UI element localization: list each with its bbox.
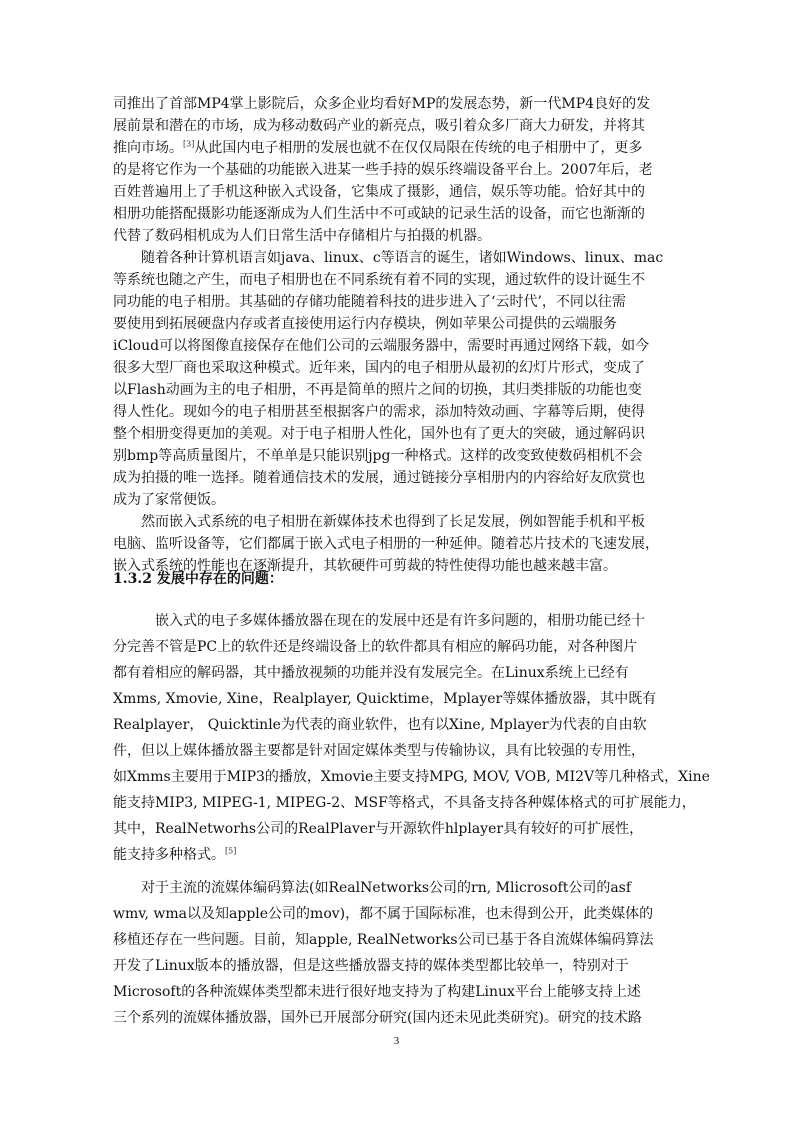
text-line: 能支持MIP3, MIPEG-1, MIPEG-2、MSF等格式，不具备支持各种媒体格式的可扩展能力， (113, 795, 696, 811)
text-line: 得人性化。现如今的电子相册甚至根据客户的需求，添加特效动画、字幕等后期，使得 (113, 404, 645, 420)
text-line (113, 137, 713, 159)
text-line: 百姓普遍用上了手机这种嵌入式设备，它集成了摄影，通信，娱乐等功能。恰好其中的 (113, 184, 645, 200)
text-line: 要使用到拓展硬盘内存或者直接使用运行内存模块，例如苹果公司提供的云端服务 (113, 316, 617, 332)
text-segment: 从此国内电子相册的发展也就不在仅仅局限在传统的电子相册中了，更多 (194, 140, 643, 156)
text-line: Realplayer， Quicktinle为代表的商业软件，也有以Xine, Mplayer为代表的自由软 (113, 717, 647, 733)
text-segment: 能支持多种格式。 (113, 847, 225, 863)
text-line (113, 842, 713, 868)
text-line: 分完善不管是PC上的软件还是终端设备上的软件都具有相应的解码功能，对各种图片 (113, 639, 638, 655)
text-line: 以Flash动画为主的电子相册，不再是简单的照片之间的切换，其归类排版的功能也变 (113, 382, 642, 398)
text-line: 代替了数码相机成为人们日常生活中存储相片与拍摄的机器。 (113, 228, 491, 244)
text-line: 其中，RealNetworhs公司的RealPlaver与开源软件hlplayer具有较好的可扩展性， (113, 821, 644, 837)
text-line: 成为了家常便饭。 (113, 492, 225, 508)
text-line: 对于主流的流媒体编码算法(如RealNetworks公司的rn, Mlicrosoft公司的asf (141, 880, 632, 896)
text-line: 嵌入式的电子多媒体播放器在现在的发展中还是有许多问题的，相册功能已经十 (155, 613, 645, 629)
text-line: Xmms, Xmovie, Xine，Realplayer, Quicktime，Mplayer等媒体播放器，其中既有 (113, 691, 657, 707)
text-line: 随着各种计算机语言如java、linux、c等语言的诞生，诸如Windows、linux、mac (141, 250, 664, 266)
text-line: 的是将它作为一个基础的功能嵌入进某一些手持的娱乐终端设备平台上。2007年后，老 (113, 162, 653, 178)
text-line: 然而嵌入式系统的电子相册在新媒体技术也得到了长足发展，例如智能手机和平板 (141, 514, 645, 530)
page-number: 3 (393, 1035, 400, 1047)
citation-ref: [5] (225, 846, 237, 856)
text-line: 如Xmms主要用于MIP3的播放，Xmovie主要支持MPG, MOV, VOB, MI2V等几种格式，Xine (113, 769, 710, 785)
section-heading: 1.3.2 发展中存在的问题： (113, 571, 283, 587)
text-line: 等系统也随之产生，而电子相册也在不同系统有着不同的实现，通过软件的设计诞生不 (113, 272, 645, 288)
text-line: 件，但以上媒体播放器主要都是针对固定媒体类型与传输协议，具有比较强的专用性， (113, 743, 645, 759)
text-line: 三个系列的流媒体播放器，国外已开展部分研究(国内还未见此类研究)。研究的技术路 (113, 1010, 642, 1026)
text-line: 同功能的电子相册。其基础的存储功能随着科技的进步进入了‘云时代’，不同以往需 (113, 294, 626, 310)
text-line: 整个相册变得更加的美观。对于电子相册人性化，国外也有了更大的突破，通过解码识 (113, 426, 645, 442)
text-line: 展前景和潜在的市场，成为移动数码产业的新亮点，吸引着众多厂商大力研发，并将其 (113, 118, 645, 134)
paragraph-4 (113, 608, 713, 868)
text-line: 电脑、监听设备等，它们都属于嵌入式电子相册的一种延伸。随着芯片技术的飞速发展， (113, 536, 659, 552)
text-line: 嵌入式系统的性能也在逐渐提升，其软硬件可剪裁的特性使得功能也越来越丰富。 (113, 558, 617, 574)
text-line: 成为拍摄的唯一选择。随着通信技术的发展，通过链接分享相册内的内容给好友欣赏也 (113, 470, 645, 486)
text-line: 移植还存在一些问题。目前，知apple, RealNetworks公司已基于各自流媒体编码算法 (113, 932, 654, 948)
citation-ref: [3] (183, 139, 195, 149)
paragraph-2 (113, 247, 713, 511)
text-line: 很多大型厂商也采取这种模式。近年来，国内的电子相册从最初的幻灯片形式，变成了 (113, 360, 645, 376)
paragraph-5 (113, 875, 713, 1031)
text-line: wmv, wma以及知apple公司的mov)，都不属于国际标准，也未得到公开，此类媒体的 (113, 906, 654, 922)
text-line: iCloud可以将图像直接保存在他们公司的云端服务器中，需要时再通过网络下载，如今 (113, 338, 650, 354)
text-line: 都有着相应的解码器，其中播放视频的功能并没有发展完全。在Linux系统上已经有 (113, 665, 629, 681)
text-line: 相册功能搭配摄影功能逐渐成为人们生活中不可或缺的记录生活的设备，而它也渐渐的 (113, 206, 645, 222)
text-line: Microsoft的各种流媒体类型都未进行很好地支持为了构建Linux平台上能够支持上述 (113, 984, 641, 1000)
text-segment: 推向市场。 (113, 140, 183, 156)
text-line: 别bmp等高质量图片，不单单是只能识别jpg一种格式。这样的改变致使数码相机不会 (113, 448, 643, 464)
paragraph-1 (113, 93, 713, 247)
text-line: 开发了Linux版本的播放器，但是这些播放器支持的媒体类型都比较单一，特别对于 (113, 958, 629, 974)
text-line: 司推出了首部MP4掌上影院后，众多企业均看好MP的发展态势，新一代MP4良好的发 (113, 96, 651, 112)
